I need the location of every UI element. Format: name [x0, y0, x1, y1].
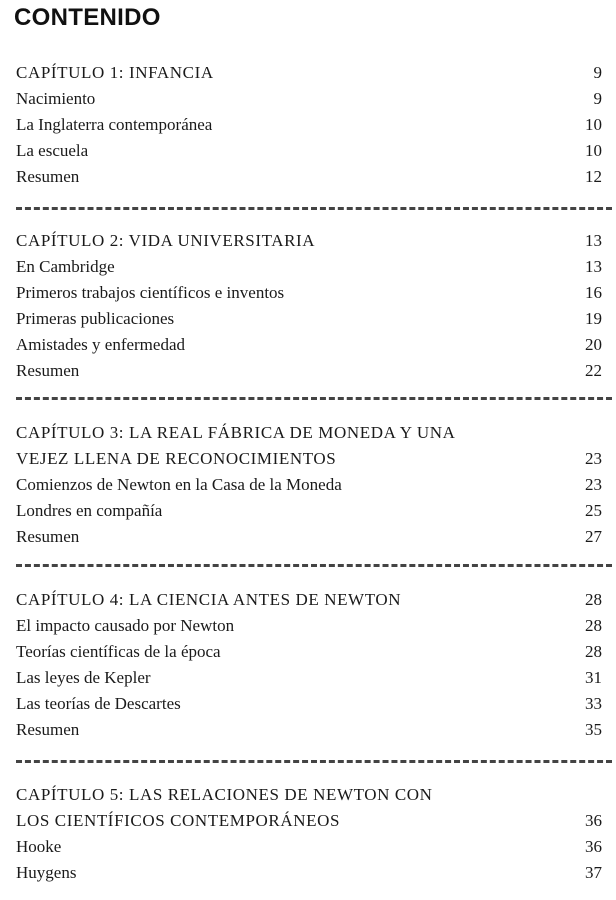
- toc-entry-label: Primeros trabajos científicos e inventos: [16, 283, 285, 302]
- toc-entry-label: En Cambridge: [16, 257, 115, 276]
- toc-entry-label: Hooke: [16, 837, 62, 856]
- chapter-title: CAPÍTULO 4: LA CIENCIA ANTES DE NEWTON: [16, 590, 402, 609]
- toc-entry-label: El impacto causado por Newton: [16, 616, 235, 635]
- toc-entry-label: Primeras publicaciones: [16, 309, 175, 328]
- toc-entry-page-number: 23: [585, 475, 602, 494]
- toc-entry: [0, 498, 616, 524]
- chapter-title: LOS CIENTÍFICOS CONTEMPORÁNEOS: [16, 811, 341, 830]
- toc-entry: [0, 717, 616, 743]
- toc-entry-label: La Inglaterra contemporánea: [16, 115, 213, 134]
- toc-entry: [0, 358, 616, 384]
- chapter-section: [0, 228, 616, 384]
- toc-entry-page-number: 16: [585, 283, 602, 302]
- toc-entry-label: Las leyes de Kepler: [16, 668, 151, 687]
- chapter-title: CAPÍTULO 2: VIDA UNIVERSITARIA: [16, 231, 316, 250]
- toc-entry-label: Resumen: [16, 167, 80, 186]
- page-title: CONTENIDO: [14, 4, 161, 31]
- section-divider: [16, 564, 612, 567]
- toc-entry: [0, 665, 616, 691]
- toc-entry-page-number: 36: [585, 837, 602, 856]
- chapter-title-line: [0, 60, 616, 86]
- toc-entry-page-number: 10: [585, 141, 602, 160]
- toc-entry-page-number: 22: [585, 361, 602, 380]
- chapter-title: VEJEZ LLENA DE RECONOCIMIENTOS: [16, 449, 337, 468]
- toc-entry-page-number: 37: [585, 863, 602, 882]
- toc-entry-page-number: 28: [585, 642, 602, 661]
- toc-entry-label: Resumen: [16, 361, 80, 380]
- toc-entry: [0, 860, 616, 886]
- toc-entry-label: Londres en compañía: [16, 501, 163, 520]
- chapter-page-number: 9: [593, 63, 602, 82]
- toc-entry-page-number: 35: [585, 720, 602, 739]
- toc-entry: [0, 112, 616, 138]
- toc-entry: [0, 164, 616, 190]
- section-divider: [16, 760, 612, 763]
- toc-entry-page-number: 27: [585, 527, 602, 546]
- toc-entry: [0, 524, 616, 550]
- chapter-title-line: [0, 420, 616, 446]
- chapter-page-number: 28: [585, 590, 602, 609]
- toc-entry: [0, 834, 616, 860]
- chapter-title-line: [0, 228, 616, 254]
- toc-entry-page-number: 12: [585, 167, 602, 186]
- toc-entry-page-number: 20: [585, 335, 602, 354]
- toc-entry-label: Las teorías de Descartes: [16, 694, 181, 713]
- chapter-title: CAPÍTULO 5: LAS RELACIONES DE NEWTON CON: [16, 785, 433, 804]
- toc-entry: [0, 613, 616, 639]
- toc-entry: [0, 86, 616, 112]
- toc-entry-page-number: 25: [585, 501, 602, 520]
- toc-entry-page-number: 19: [585, 309, 602, 328]
- chapter-section: [0, 782, 616, 886]
- chapter-section: [0, 60, 616, 190]
- toc-entry-page-number: 9: [593, 89, 602, 108]
- toc-entry-label: Amistades y enfermedad: [16, 335, 185, 354]
- chapter-title-line: [0, 782, 616, 808]
- toc-entry: [0, 639, 616, 665]
- section-divider: [16, 207, 612, 210]
- toc-entry-label: Resumen: [16, 720, 80, 739]
- chapter-title-line: [0, 446, 616, 472]
- toc-entry-label: Teorías científicas de la época: [16, 642, 221, 661]
- toc-entry: [0, 306, 616, 332]
- chapter-section: [0, 420, 616, 550]
- toc-entry-label: Huygens: [16, 863, 77, 882]
- toc-entry-label: La escuela: [16, 141, 89, 160]
- chapter-section: [0, 587, 616, 743]
- section-divider: [16, 397, 612, 400]
- toc-entry: [0, 280, 616, 306]
- toc-entry-page-number: 33: [585, 694, 602, 713]
- toc-entry: [0, 472, 616, 498]
- chapter-title: CAPÍTULO 3: LA REAL FÁBRICA DE MONEDA Y UNA: [16, 423, 456, 442]
- chapter-title-line: [0, 587, 616, 613]
- toc-entry-page-number: 31: [585, 668, 602, 687]
- chapter-page-number: 23: [585, 449, 602, 468]
- chapter-page-number: 13: [585, 231, 602, 250]
- toc-entry: [0, 332, 616, 358]
- toc-entry: [0, 138, 616, 164]
- chapter-page-number: 36: [585, 811, 602, 830]
- toc-entry: [0, 691, 616, 717]
- toc-entry-page-number: 13: [585, 257, 602, 276]
- toc-entry: [0, 254, 616, 280]
- toc-entry-label: Resumen: [16, 527, 80, 546]
- toc-entry-page-number: 28: [585, 616, 602, 635]
- toc-entry-label: Nacimiento: [16, 89, 96, 108]
- chapter-title: CAPÍTULO 1: INFANCIA: [16, 63, 214, 82]
- toc-entry-page-number: 10: [585, 115, 602, 134]
- chapter-title-line: [0, 808, 616, 834]
- toc-entry-label: Comienzos de Newton en la Casa de la Moneda: [16, 475, 342, 494]
